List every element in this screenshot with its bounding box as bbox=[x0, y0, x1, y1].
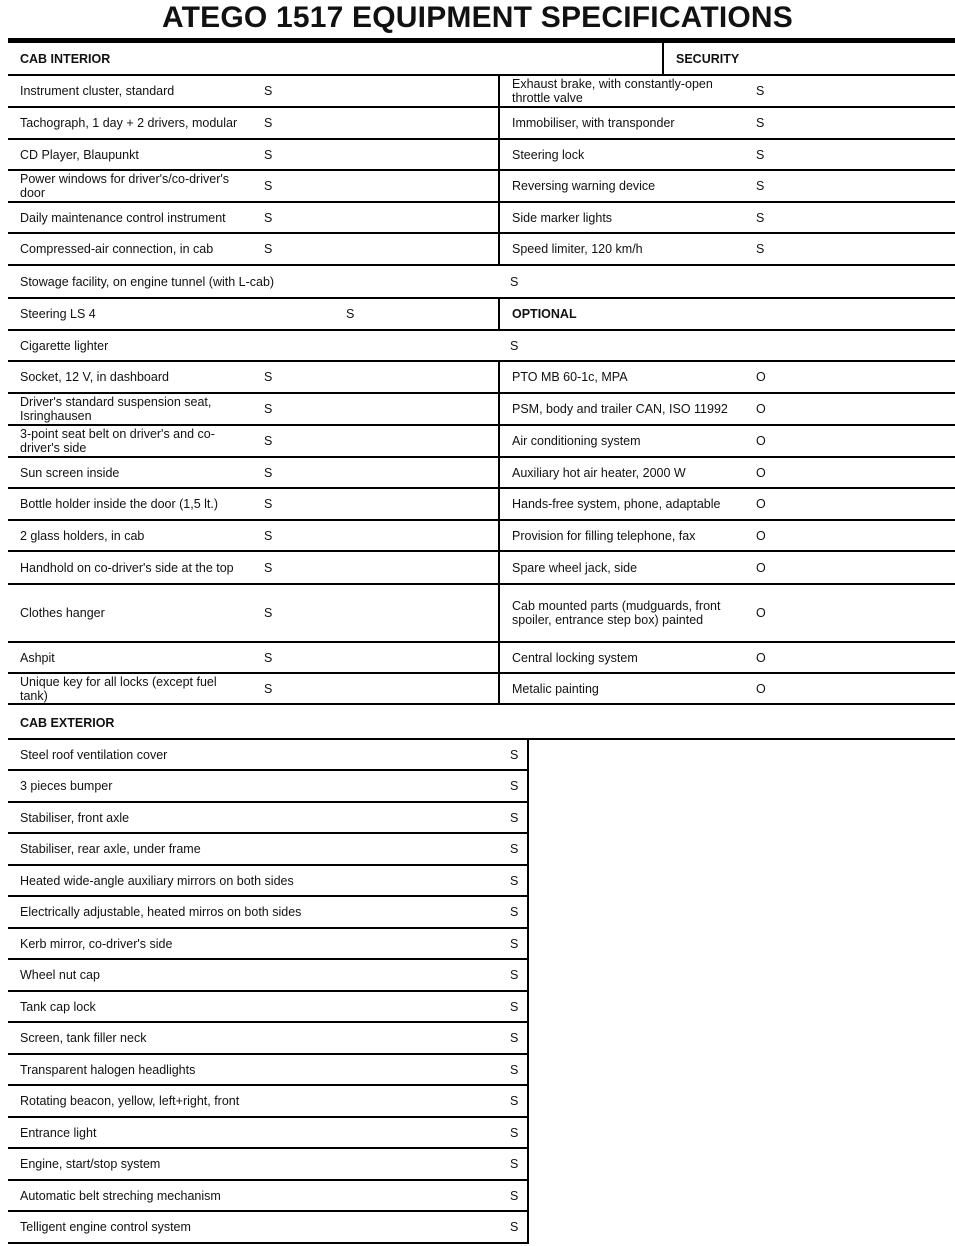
item-label: Provision for filling telephone, fax bbox=[512, 528, 696, 543]
item-label: Automatic belt streching mechanism bbox=[20, 1188, 221, 1203]
item-label: Kerb mirror, co-driver's side bbox=[20, 936, 173, 951]
item-code: S bbox=[510, 968, 519, 982]
item-code: S bbox=[264, 465, 273, 480]
item-label: CD Player, Blaupunkt bbox=[20, 147, 139, 162]
item-code: S bbox=[510, 873, 519, 888]
table-row bbox=[8, 234, 955, 266]
table-row bbox=[8, 458, 955, 489]
item-code: S bbox=[756, 116, 765, 130]
item-label: Compressed-air connection, in cab bbox=[20, 242, 214, 256]
item-code: O bbox=[756, 681, 766, 696]
table-row bbox=[8, 426, 955, 458]
item-label: Stabiliser, rear axle, under frame bbox=[20, 842, 201, 856]
item-code: S bbox=[510, 999, 519, 1014]
item-code: S bbox=[756, 84, 765, 98]
item-code: S bbox=[264, 560, 273, 575]
item-code: S bbox=[510, 810, 519, 825]
item-label: 3-point seat belt on driver's and co-driver's side bbox=[20, 427, 215, 455]
item-label: Clothes hanger bbox=[20, 606, 105, 620]
item-label: Instrument cluster, standard bbox=[20, 84, 175, 98]
item-code: O bbox=[756, 402, 766, 416]
item-label: Central locking system bbox=[512, 650, 638, 665]
item-code: S bbox=[264, 179, 273, 193]
item-label: Stabiliser, front axle bbox=[20, 810, 130, 825]
item-code: S bbox=[264, 116, 273, 130]
item-label: 2 glass holders, in cab bbox=[20, 528, 145, 543]
item-code: S bbox=[264, 681, 273, 696]
table-row bbox=[8, 1181, 529, 1212]
item-code: S bbox=[264, 242, 273, 256]
table-row bbox=[8, 1118, 529, 1149]
table-row bbox=[8, 897, 529, 929]
item-label: Ashpit bbox=[20, 650, 55, 665]
item-label: Heated wide-angle auxiliary mirrors on both sides bbox=[20, 873, 294, 888]
item-label: Daily maintenance control instrument bbox=[20, 210, 226, 225]
table-row bbox=[8, 771, 529, 803]
item-label: Electrically adjustable, heated mirros on both sides bbox=[20, 905, 302, 919]
page-title: ATEGO 1517 EQUIPMENT SPECIFICATIONS bbox=[162, 1, 793, 34]
item-code: O bbox=[756, 434, 766, 448]
item-label: Rotating beacon, yellow, left+right, front bbox=[20, 1094, 240, 1108]
item-label: Power windows for driver's/co-driver's door bbox=[20, 172, 229, 200]
item-code: S bbox=[756, 210, 765, 225]
item-label: PTO MB 60-1c, MPA bbox=[512, 370, 628, 384]
item-label: Air conditioning system bbox=[512, 434, 641, 448]
table-row bbox=[8, 489, 955, 521]
cab-interior-heading: CAB INTERIOR bbox=[20, 51, 111, 66]
item-code: S bbox=[264, 147, 273, 162]
item-label: Cab mounted parts (mudguards, front spoiler, entrance step box) painted bbox=[512, 599, 721, 627]
item-label: Steel roof ventilation cover bbox=[20, 747, 168, 762]
item-label: Tank cap lock bbox=[20, 999, 96, 1014]
item-code: S bbox=[510, 1125, 519, 1140]
item-code: O bbox=[756, 650, 766, 665]
table-row bbox=[8, 1212, 529, 1244]
item-label: Handhold on co-driver's side at the top bbox=[20, 560, 234, 575]
table-row bbox=[8, 1055, 529, 1086]
table-row bbox=[8, 108, 955, 140]
section-header-row bbox=[8, 707, 955, 740]
item-code: O bbox=[756, 497, 766, 511]
table-row bbox=[8, 929, 529, 960]
item-code: O bbox=[756, 606, 766, 620]
item-code: S bbox=[756, 179, 765, 193]
item-label: Driver's standard suspension seat, Isringhausen bbox=[20, 395, 212, 423]
section-header-row bbox=[8, 38, 955, 76]
item-code: S bbox=[264, 434, 273, 448]
item-label: Telligent engine control system bbox=[20, 1220, 191, 1234]
table-row bbox=[8, 992, 529, 1023]
item-label: Immobiliser, with transponder bbox=[512, 116, 675, 130]
item-code: S bbox=[264, 528, 273, 543]
item-code: S bbox=[510, 338, 519, 353]
item-code: S bbox=[510, 905, 519, 919]
table-row bbox=[8, 552, 955, 585]
table-row bbox=[8, 866, 529, 897]
item-code: S bbox=[756, 147, 765, 162]
item-label: Steering lock bbox=[512, 147, 585, 162]
table-row bbox=[8, 394, 955, 426]
cab-exterior-heading: CAB EXTERIOR bbox=[20, 715, 115, 730]
item-code: S bbox=[510, 1220, 519, 1234]
item-label: Stowage facility, on engine tunnel (with L-cab) bbox=[20, 275, 275, 289]
item-label: Sun screen inside bbox=[20, 465, 120, 480]
item-label: Socket, 12 V, in dashboard bbox=[20, 370, 169, 384]
table-row bbox=[8, 585, 955, 643]
table-row bbox=[8, 140, 955, 171]
item-code: S bbox=[510, 747, 519, 762]
item-label: Screen, tank filler neck bbox=[20, 1031, 147, 1045]
item-label: Speed limiter, 120 km/h bbox=[512, 242, 643, 256]
table-row bbox=[8, 643, 955, 674]
item-code: S bbox=[510, 842, 519, 856]
table-row bbox=[8, 1086, 529, 1118]
item-label: PSM, body and trailer CAN, ISO 11992 bbox=[512, 402, 728, 416]
item-label: Entrance light bbox=[20, 1125, 97, 1140]
item-label: Hands-free system, phone, adaptable bbox=[512, 497, 721, 511]
item-code: S bbox=[264, 650, 273, 665]
item-code: S bbox=[264, 606, 273, 620]
item-label: 3 pieces bumper bbox=[20, 779, 113, 793]
item-code: S bbox=[510, 1188, 519, 1203]
item-code: O bbox=[756, 465, 766, 480]
item-label: Unique key for all locks (except fuel tank) bbox=[20, 674, 217, 703]
table-row bbox=[8, 267, 955, 299]
item-code: S bbox=[346, 307, 355, 321]
item-code: S bbox=[510, 1094, 519, 1108]
item-label: Reversing warning device bbox=[512, 179, 656, 193]
table-row bbox=[8, 674, 955, 705]
item-label: Side marker lights bbox=[512, 210, 613, 225]
item-code: S bbox=[510, 1157, 519, 1171]
item-code: S bbox=[756, 242, 765, 256]
table-row bbox=[8, 171, 955, 203]
item-code: O bbox=[756, 560, 766, 575]
table-row bbox=[8, 521, 955, 552]
item-label: Tachograph, 1 day + 2 drivers, modular bbox=[20, 116, 238, 130]
item-code: S bbox=[264, 210, 273, 225]
table-row bbox=[8, 960, 529, 992]
item-code: S bbox=[264, 370, 273, 384]
item-code: S bbox=[264, 497, 273, 511]
item-label: Engine, start/stop system bbox=[20, 1157, 161, 1171]
item-label: Transparent halogen headlights bbox=[20, 1062, 196, 1077]
table-row bbox=[8, 740, 529, 771]
security-heading: SECURITY bbox=[676, 51, 740, 66]
item-code: O bbox=[756, 370, 766, 384]
item-label: Exhaust brake, with constantly-open throttle valve bbox=[512, 77, 713, 105]
item-label: Cigarette lighter bbox=[20, 338, 109, 353]
item-code: S bbox=[510, 275, 519, 289]
item-label: Auxiliary hot air heater, 2000 W bbox=[512, 465, 686, 480]
item-label: Spare wheel jack, side bbox=[512, 560, 638, 575]
item-label: Metalic painting bbox=[512, 681, 599, 696]
item-label: Steering LS 4 bbox=[20, 307, 96, 321]
item-label: Wheel nut cap bbox=[20, 968, 100, 982]
table-row bbox=[8, 1149, 529, 1181]
item-code: S bbox=[510, 779, 519, 793]
table-row bbox=[8, 834, 529, 866]
item-code: S bbox=[510, 936, 519, 951]
table-row bbox=[8, 362, 955, 394]
table-row bbox=[8, 299, 955, 331]
table-row bbox=[8, 803, 529, 834]
item-code: S bbox=[510, 1031, 519, 1045]
item-code: O bbox=[756, 528, 766, 543]
item-code: S bbox=[510, 1062, 519, 1077]
item-code: S bbox=[264, 84, 273, 98]
table-row bbox=[8, 331, 955, 362]
optional-heading: OPTIONAL bbox=[512, 307, 577, 321]
table-row bbox=[8, 1023, 529, 1055]
table-row bbox=[8, 76, 955, 108]
item-label: Bottle holder inside the door (1,5 lt.) bbox=[20, 497, 219, 511]
item-code: S bbox=[264, 402, 273, 416]
table-row bbox=[8, 203, 955, 234]
